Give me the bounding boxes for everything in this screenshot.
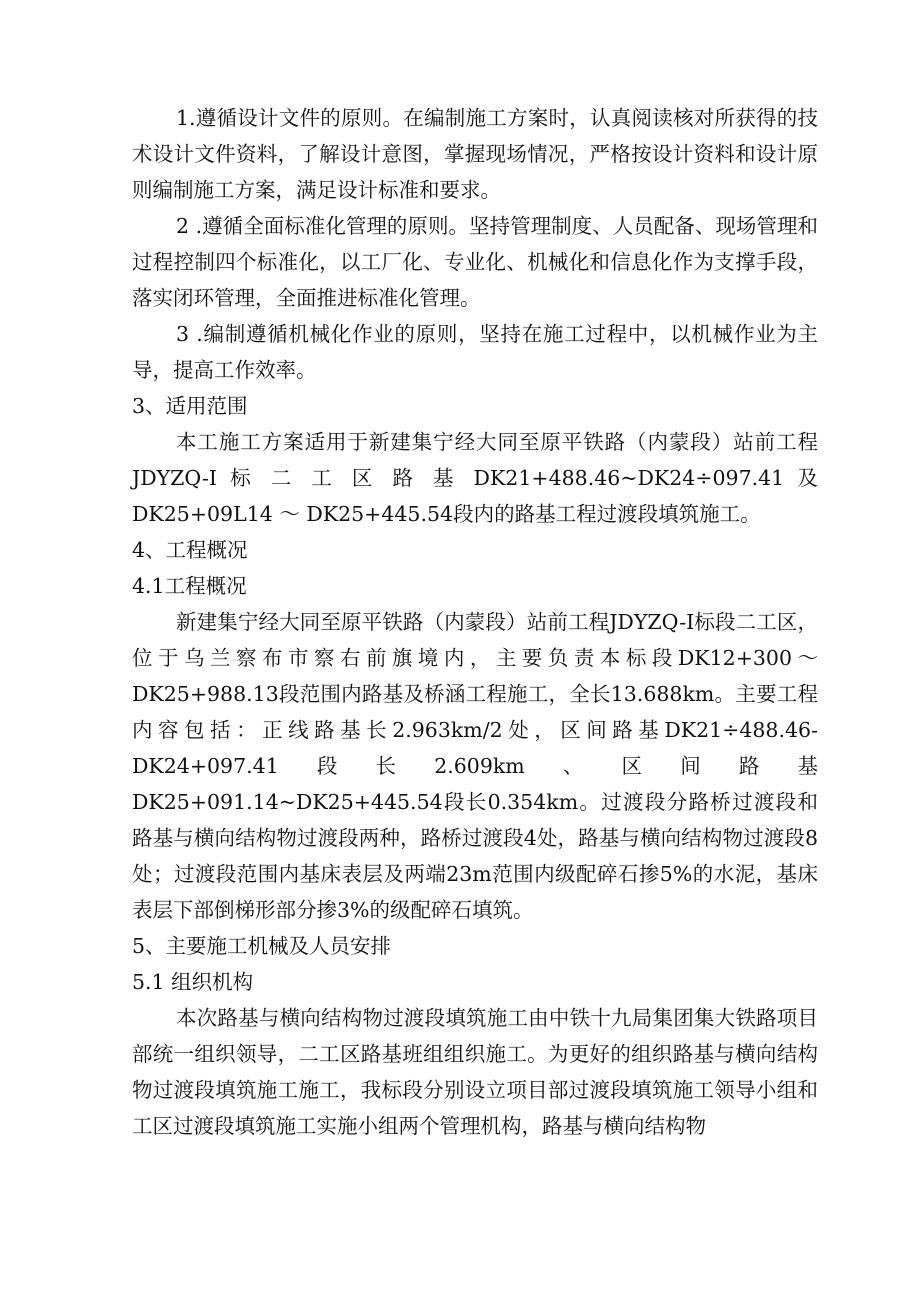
paragraph-overview: 新建集宁经大同至原平铁路（内蒙段）站前工程JDYZQ-I标段二工区，位于乌兰察布市察右前旗境内，主要负责本标段DK12+300～DK25+988.13段范围内路基及桥涵工程施工，全长13.688km。主要工程内容包括：正线路基长2.963km∕2处，区间路基DK21÷488.46-DK24+097.41段长2.609km、区间路基DK25+091.14~DK25+445.54段长0.354km。过渡段分路桥过渡段和路基与横向结构物过渡段两种，路桥过渡段4处，路基与横向结构物过渡段8处；过渡段范围内基床表层及两端23m范围内级配碎石掺5%的水泥，基床表层下部倒梯形部分掺3%的级配碎石填筑。 <box>132 610 818 922</box>
section-heading-scope: 3、适用范围 <box>132 394 248 418</box>
subsection-heading-overview: 4.1工程概况 <box>132 574 247 598</box>
paragraph-principle-design: 1.遵循设计文件的原则。在编制施工方案时，认真阅读核对所获得的技术设计文件资料，了解设计意图，掌握现场情况，严格按设计资料和设计原则编制施工方案，满足设计标准和要求。 <box>132 106 818 202</box>
paragraph-principle-mechanization: 3 .编制遵循机械化作业的原则，坚持在施工过程中，以机械作业为主导，提高工作效率。 <box>132 322 818 382</box>
document-body <box>132 100 818 1144</box>
paragraph-principle-standardization: 2 .遵循全面标准化管理的原则。坚持管理制度、人员配备、现场管理和过程控制四个标准化，以工厂化、专业化、机械化和信息化作为支撑手段，落实闭环管理，全面推进标准化管理。 <box>132 214 818 310</box>
paragraph-organization: 本次路基与横向结构物过渡段填筑施工由中铁十九局集团集大铁路项目部统一组织领导，二工区路基班组组织施工。为更好的组织路基与横向结构物过渡段填筑施工施工，我标段分别设立项目部过渡段填筑施工领导小组和工区过渡段填筑施工实施小组两个管理机构，路基与横向结构物 <box>132 1006 818 1138</box>
section-heading-machinery: 5、主要施工机械及人员安排 <box>132 934 392 958</box>
subsection-heading-organization: 5.1 组织机构 <box>132 970 254 994</box>
section-heading-overview: 4、工程概况 <box>132 538 248 562</box>
paragraph-scope: 本工施工方案适用于新建集宁经大同至原平铁路（内蒙段）站前工程JDYZQ-I 标 二 工 区 路 基 DK21+488.46~DK24÷097.41 及 DK25+09L14 ～ DK25+445.54段内的路基工程过渡段填筑施工。 <box>132 430 818 526</box>
